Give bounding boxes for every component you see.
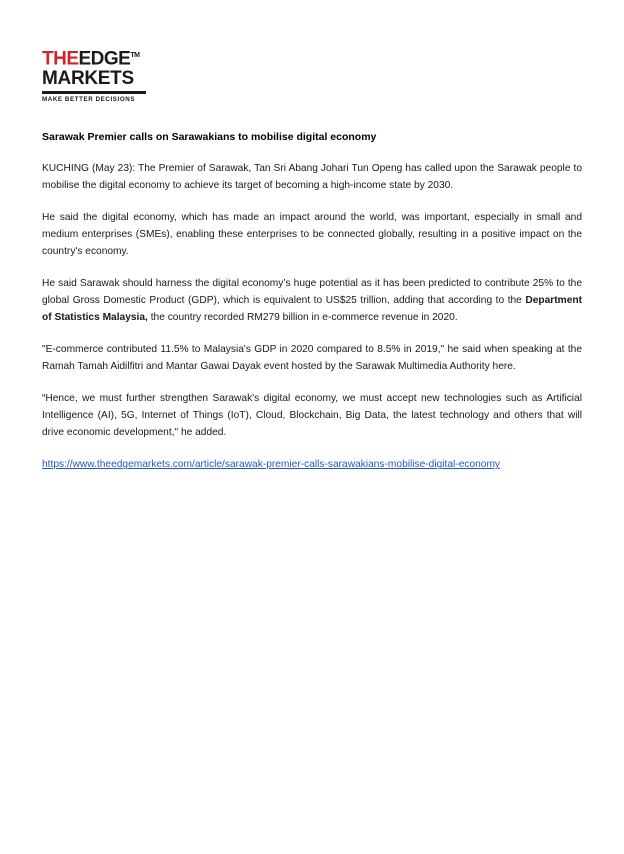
article-paragraph-5: “Hence, we must further strengthen Sarawak's digital economy, we must accept new technologies such as Artificial Intelligence (AI), 5G, Internet of Things (IoT), Cloud, Blockchain, Big Data, the latest technology and others that will drive economic development," he added. — [42, 393, 582, 439]
paragraph-3-after: the country recorded RM279 billion in e-commerce revenue in 2020. — [147, 312, 458, 324]
logo-word-the: THE — [42, 48, 79, 70]
article-paragraph-1: KUCHING (May 23): The Premier of Sarawak, Tan Sri Abang Johari Tun Openg has called upon the Sarawak people to mobilise the digital economy to achieve its target of becoming a high-income state by 2030. — [42, 163, 582, 192]
source-url-link[interactable]: https://www.theedgemarkets.com/article/sarawak-premier-calls-sarawakians-mobilise-digital-economy — [42, 459, 501, 471]
logo-top-line — [42, 46, 146, 69]
the-edge-markets-logo — [42, 46, 146, 104]
logo-word-markets: MARKETS — [42, 68, 134, 90]
logo-divider — [42, 91, 146, 94]
article-headline: Sarawak Premier calls on Sarawakians to mobilise digital economy — [42, 131, 377, 144]
paragraph-3-bold: Department of Statistics Malaysia, — [42, 295, 582, 324]
logo-tagline: MAKE BETTER DECISIONS — [42, 96, 136, 104]
article-paragraph-3 — [42, 275, 582, 326]
article-paragraph-4: "E-commerce contributed 11.5% to Malaysia's GDP in 2020 compared to 8.5% in 2019," he said when speaking at the Ramah Tamah Aidilfitri and Mantar Gawai Dayak event hosted by the Sarawak Multimedia Authority here. — [42, 344, 582, 373]
logo-word-edge: EDGE — [78, 48, 131, 70]
logo-trademark-icon: TM — [130, 52, 140, 59]
article-paragraph-2: He said the digital economy, which has made an impact around the world, was important, especially in small and medium enterprises (SMEs), enabling these enterprises to be connected globally, resulting in a positive impact on the country's economy. — [42, 212, 582, 258]
paragraph-3-before: He said Sarawak should harness the digital economy’s huge potential as it has been predicted to contribute 25% to the global Gross Domestic Product (GDP), which is equivalent to US$25 trillion, adding that according to the — [42, 278, 582, 307]
